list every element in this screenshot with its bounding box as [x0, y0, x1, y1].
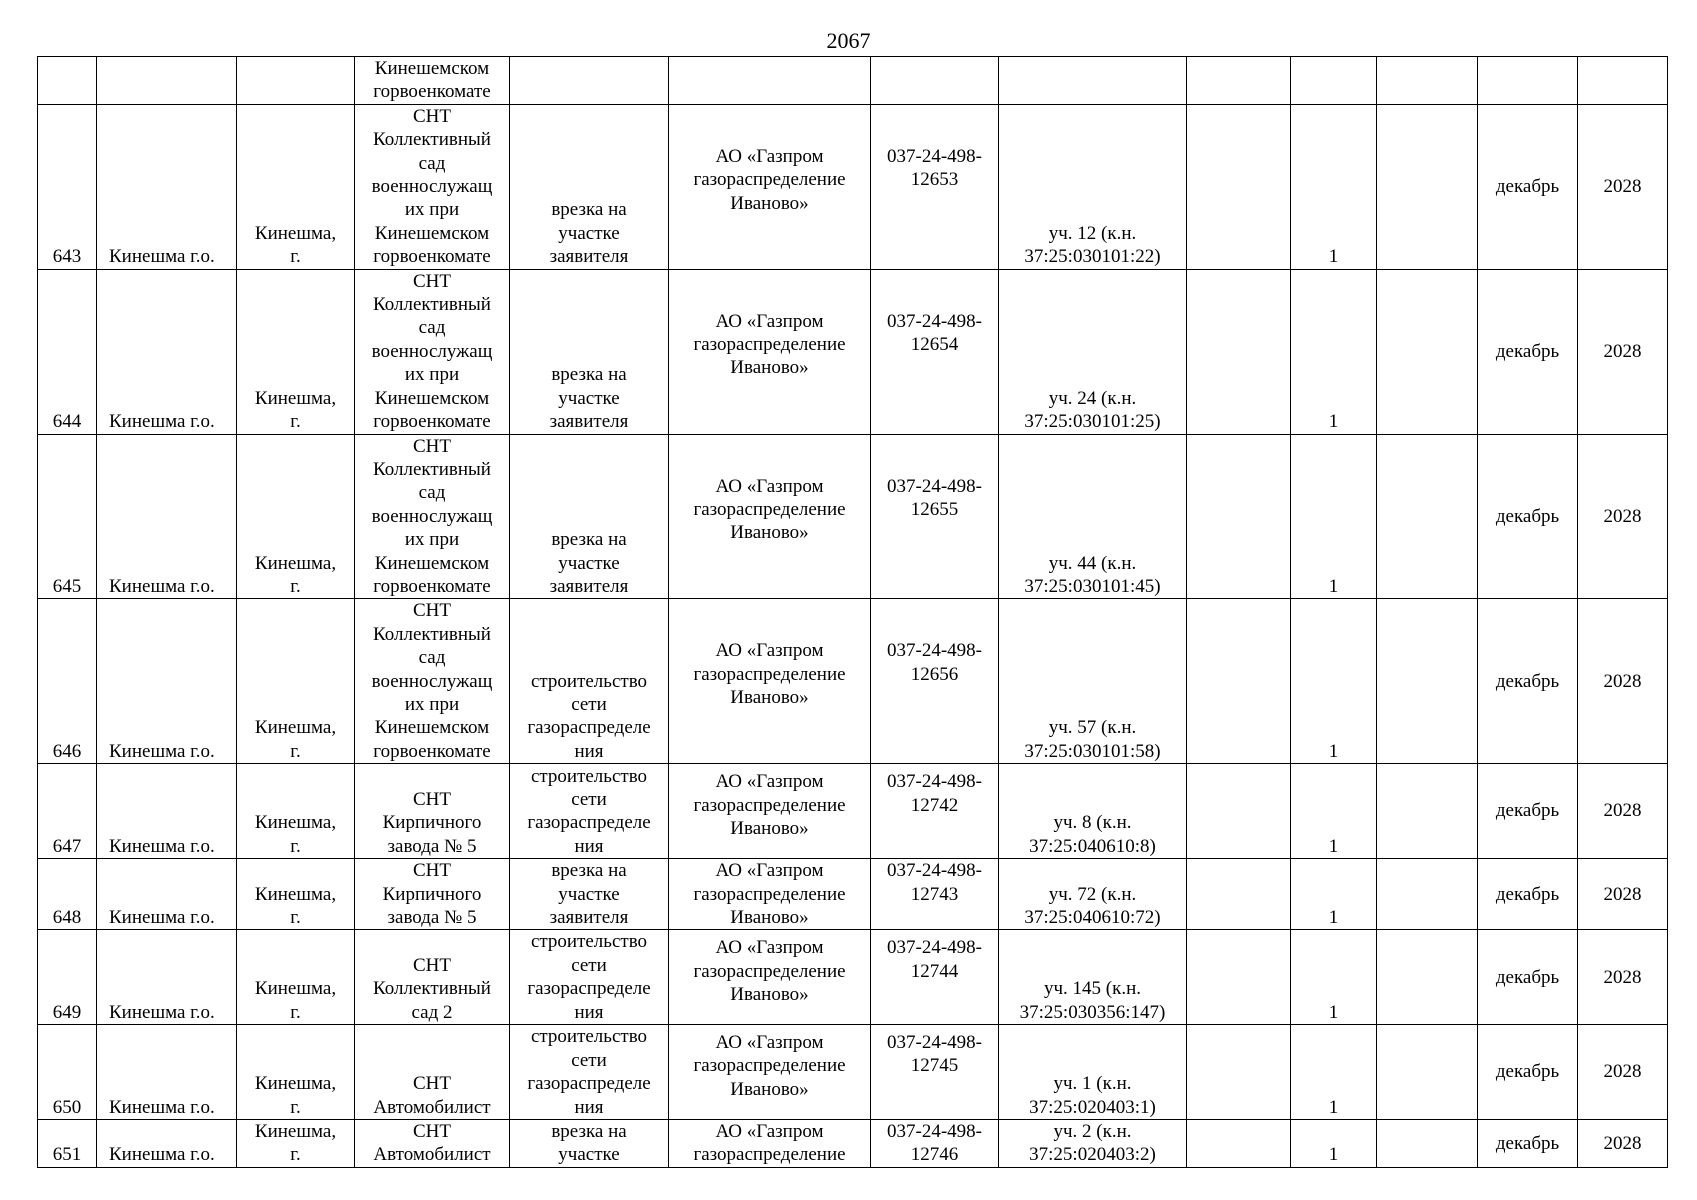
district-cell: Кинешма г.о.	[97, 1120, 237, 1168]
table-row	[38, 1025, 1668, 1120]
month-cell: декабрь	[1478, 859, 1578, 930]
district-cell: Кинешма г.о.	[97, 599, 237, 764]
organization-cell: АО «Газпром газораспределение Иваново»	[669, 930, 871, 1025]
application-code-cell: 037-24-498- 12656	[871, 599, 999, 764]
year-cell: 2028	[1578, 599, 1668, 764]
organization-cell: АО «Газпром газораспределение Иваново»	[669, 1025, 871, 1120]
application-code-cell: 037-24-498- 12742	[871, 764, 999, 859]
count-cell: 1	[1291, 434, 1377, 599]
work-type-cell: врезка на участке заявителя	[510, 104, 669, 269]
empty-cell	[1187, 859, 1291, 930]
locality-cell: Кинешма, г.	[237, 764, 355, 859]
plot-cell: уч. 24 (к.н. 37:25:030101:25)	[999, 269, 1187, 434]
plot-cell: уч. 72 (к.н. 37:25:040610:72)	[999, 859, 1187, 930]
work-type-cell: строительство сети газораспределе ния	[510, 930, 669, 1025]
district-cell: Кинешма г.о.	[97, 859, 237, 930]
work-type-cell: врезка на участке	[510, 1120, 669, 1168]
plot-cell: уч. 44 (к.н. 37:25:030101:45)	[999, 434, 1187, 599]
num-cell: 648	[38, 859, 97, 930]
table-row	[38, 859, 1668, 930]
num-cell: 649	[38, 930, 97, 1025]
table-row	[38, 1120, 1668, 1168]
empty-cell	[1377, 764, 1478, 859]
count-cell: 1	[1291, 1025, 1377, 1120]
year-cell: 2028	[1578, 269, 1668, 434]
gasification-table	[37, 56, 1668, 1168]
district-cell: Кинешма г.о.	[97, 764, 237, 859]
name-cell: СНТ Коллективный сад военнослужащ их при Кинешемском горвоенкомате	[355, 104, 510, 269]
name-cell: СНТ Коллективный сад военнослужащ их при Кинешемском горвоенкомате	[355, 269, 510, 434]
table-row	[38, 764, 1668, 859]
name-cell: СНТ Кирпичного завода № 5	[355, 764, 510, 859]
year-cell: 2028	[1578, 859, 1668, 930]
month-cell: декабрь	[1478, 599, 1578, 764]
name-cell: СНТ Коллективный сад военнослужащ их при Кинешемском горвоенкомате	[355, 599, 510, 764]
plot-cell: уч. 145 (к.н. 37:25:030356:147)	[999, 930, 1187, 1025]
empty-cell	[1187, 1025, 1291, 1120]
locality-cell: Кинешма, г.	[237, 599, 355, 764]
num-cell: 643	[38, 104, 97, 269]
locality-cell: Кинешма, г.	[237, 1120, 355, 1168]
page-number: 2067	[826, 28, 871, 53]
table-row	[38, 104, 1668, 269]
district-cell: Кинешма г.о.	[97, 434, 237, 599]
locality-cell: Кинешма, г.	[237, 1025, 355, 1120]
year-cell: 2028	[1578, 104, 1668, 269]
count-cell: 1	[1291, 930, 1377, 1025]
year-cell: 2028	[1578, 764, 1668, 859]
table-row	[38, 599, 1668, 764]
month-cell: декабрь	[1478, 104, 1578, 269]
name-cell: СНТ Автомобилист	[355, 1120, 510, 1168]
num-cell: 650	[38, 1025, 97, 1120]
empty-cell	[1187, 764, 1291, 859]
application-code-cell: 037-24-498- 12746	[871, 1120, 999, 1168]
name-cell: Кинешемском горвоенкомате	[355, 57, 510, 105]
empty-cell	[1377, 104, 1478, 269]
work-type-cell: строительство сети газораспределе ния	[510, 599, 669, 764]
month-cell: декабрь	[1478, 269, 1578, 434]
month-cell: декабрь	[1478, 434, 1578, 599]
count-cell: 1	[1291, 859, 1377, 930]
month-cell: декабрь	[1478, 1120, 1578, 1168]
organization-cell: АО «Газпром газораспределение Иваново»	[669, 599, 871, 764]
count-cell: 1	[1291, 599, 1377, 764]
year-cell: 2028	[1578, 930, 1668, 1025]
locality-cell: Кинешма, г.	[237, 859, 355, 930]
work-type-cell: врезка на участке заявителя	[510, 859, 669, 930]
application-code-cell: 037-24-498- 12743	[871, 859, 999, 930]
application-code-cell: 037-24-498- 12654	[871, 269, 999, 434]
empty-cell	[1377, 930, 1478, 1025]
name-cell: СНТ Коллективный сад 2	[355, 930, 510, 1025]
empty-cell	[1187, 269, 1291, 434]
name-cell: СНТ Автомобилист	[355, 1025, 510, 1120]
plot-cell: уч. 57 (к.н. 37:25:030101:58)	[999, 599, 1187, 764]
locality-cell: Кинешма, г.	[237, 434, 355, 599]
organization-cell: АО «Газпром газораспределение Иваново»	[669, 859, 871, 930]
work-type-cell: врезка на участке заявителя	[510, 269, 669, 434]
empty-cell	[1187, 104, 1291, 269]
application-code-cell: 037-24-498- 12655	[871, 434, 999, 599]
empty-cell	[1377, 1120, 1478, 1168]
count-cell: 1	[1291, 269, 1377, 434]
month-cell: декабрь	[1478, 1025, 1578, 1120]
table-row-carry-over	[38, 57, 1668, 105]
organization-cell: АО «Газпром газораспределение	[669, 1120, 871, 1168]
table-row	[38, 930, 1668, 1025]
empty-cell	[1377, 599, 1478, 764]
name-cell: СНТ Кирпичного завода № 5	[355, 859, 510, 930]
num-cell: 645	[38, 434, 97, 599]
work-type-cell: строительство сети газораспределе ния	[510, 1025, 669, 1120]
plot-cell: уч. 12 (к.н. 37:25:030101:22)	[999, 104, 1187, 269]
application-code-cell: 037-24-498- 12745	[871, 1025, 999, 1120]
empty-cell	[1187, 1120, 1291, 1168]
num-cell: 646	[38, 599, 97, 764]
count-cell: 1	[1291, 764, 1377, 859]
table-row	[38, 269, 1668, 434]
table-row	[38, 434, 1668, 599]
year-cell: 2028	[1578, 1120, 1668, 1168]
empty-cell	[1187, 930, 1291, 1025]
year-cell: 2028	[1578, 1025, 1668, 1120]
district-cell: Кинешма г.о.	[97, 269, 237, 434]
locality-cell: Кинешма, г.	[237, 269, 355, 434]
empty-cell	[1377, 1025, 1478, 1120]
name-cell: СНТ Коллективный сад военнослужащ их при Кинешемском горвоенкомате	[355, 434, 510, 599]
organization-cell: АО «Газпром газораспределение Иваново»	[669, 434, 871, 599]
plot-cell: уч. 2 (к.н. 37:25:020403:2)	[999, 1120, 1187, 1168]
empty-cell	[1377, 859, 1478, 930]
organization-cell: АО «Газпром газораспределение Иваново»	[669, 269, 871, 434]
empty-cell	[1187, 434, 1291, 599]
district-cell: Кинешма г.о.	[97, 104, 237, 269]
application-code-cell: 037-24-498- 12744	[871, 930, 999, 1025]
year-cell: 2028	[1578, 434, 1668, 599]
num-cell: 651	[38, 1120, 97, 1168]
count-cell: 1	[1291, 104, 1377, 269]
empty-cell	[1377, 269, 1478, 434]
num-cell: 647	[38, 764, 97, 859]
empty-cell	[1187, 599, 1291, 764]
work-type-cell: врезка на участке заявителя	[510, 434, 669, 599]
empty-cell	[1377, 434, 1478, 599]
num-cell: 644	[38, 269, 97, 434]
plot-cell: уч. 8 (к.н. 37:25:040610:8)	[999, 764, 1187, 859]
organization-cell: АО «Газпром газораспределение Иваново»	[669, 764, 871, 859]
organization-cell: АО «Газпром газораспределение Иваново»	[669, 104, 871, 269]
locality-cell: Кинешма, г.	[237, 930, 355, 1025]
locality-cell: Кинешма, г.	[237, 104, 355, 269]
plot-cell: уч. 1 (к.н. 37:25:020403:1)	[999, 1025, 1187, 1120]
month-cell: декабрь	[1478, 764, 1578, 859]
work-type-cell: строительство сети газораспределе ния	[510, 764, 669, 859]
application-code-cell: 037-24-498- 12653	[871, 104, 999, 269]
month-cell: декабрь	[1478, 930, 1578, 1025]
district-cell: Кинешма г.о.	[97, 1025, 237, 1120]
count-cell: 1	[1291, 1120, 1377, 1168]
district-cell: Кинешма г.о.	[97, 930, 237, 1025]
